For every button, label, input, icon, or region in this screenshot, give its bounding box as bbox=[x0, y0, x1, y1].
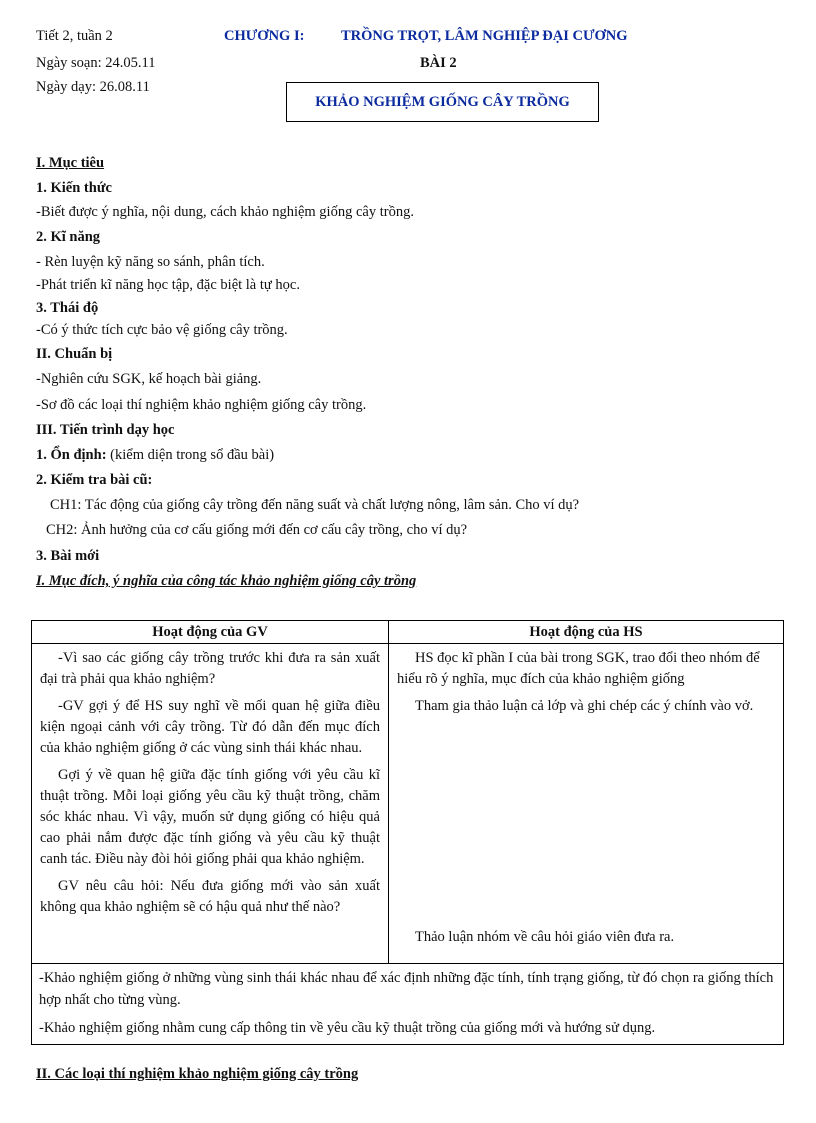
chapter-label: CHƯƠNG I: bbox=[224, 28, 305, 44]
lesson-number: BÀI 2 bbox=[420, 55, 457, 71]
stabilize-label: 1. Ổn định: bbox=[36, 447, 107, 463]
teacher-activity: -Vì sao các giống cây trồng trước khi đưa ra sản xuất đại trà phải qua khảo nghiệm? bbox=[40, 650, 380, 687]
col-header-student: Hoạt động của HS bbox=[389, 621, 784, 644]
heading-new-lesson: 3. Bài mới bbox=[36, 548, 100, 564]
teacher-activity: Gợi ý về quan hệ giữa đặc tính giống với yêu cầu kĩ thuật trồng. Mỗi loại giống yêu cầu kỹ thuật trồng, chăm sóc khác nhau. Vì vậy, muốn sử dụng giống có hiệu quả cao phải nắm được đặc tính giống và yêu cầu kỹ thuật canh tác. Điều này đòi hỏi giống phải qua khảo nghiệm. bbox=[40, 767, 380, 867]
prep-item-2: -Sơ đồ các loại thí nghiệm khảo nghiệm giống cây trồng. bbox=[36, 397, 367, 413]
part-1-heading: I. Mục đích, ý nghĩa của công tác khảo nghiệm giống cây trồng bbox=[36, 573, 417, 589]
summary-cell bbox=[32, 964, 784, 1045]
student-activity: Tham gia thảo luận cả lớp và ghi chép các ý chính vào vở. bbox=[415, 698, 754, 714]
heading-objectives bbox=[36, 155, 104, 172]
student-activities bbox=[389, 644, 784, 964]
heading-check-old: 2. Kiểm tra bài cũ: bbox=[36, 472, 153, 488]
student-activity: HS đọc kĩ phần I của bài trong SGK, trao đổi theo nhóm để hiểu rõ ý nghĩa, mục đích của khảo nghiệm giống bbox=[397, 650, 760, 687]
activity-table bbox=[31, 620, 784, 1045]
summary-item: -Khảo nghiệm giống nhằm cung cấp thông tin về yêu cầu kỹ thuật trồng của giống mới và hướng sử dụng. bbox=[39, 1020, 656, 1036]
stabilize-text: (kiểm diện trong sổ đầu bài) bbox=[106, 447, 275, 463]
part-2-heading: II. Các loại thí nghiệm khảo nghiệm giống cây trồng bbox=[36, 1066, 359, 1082]
teach-date: Ngày dạy: 26.08.11 bbox=[36, 79, 150, 95]
heading-procedure: III. Tiến trình dạy học bbox=[36, 422, 175, 438]
knowledge-item: -Biết được ý nghĩa, nội dung, cách khảo nghiệm giống cây trồng. bbox=[36, 204, 414, 220]
skill-item-2: -Phát triển kĩ năng học tập, đặc biệt là tự học. bbox=[36, 277, 300, 293]
lesson-title-box bbox=[286, 82, 599, 122]
stabilize-line bbox=[36, 447, 274, 464]
question-2: CH2: Ảnh hưởng của cơ cấu giống mới đến cơ cấu cây trồng, cho ví dụ? bbox=[46, 522, 468, 538]
attitude-item: -Có ý thức tích cực bảo vệ giống cây trồng. bbox=[36, 322, 288, 338]
prep-date: Ngày soạn: 24.05.11 bbox=[36, 55, 156, 71]
skill-item-1: - Rèn luyện kỹ năng so sánh, phân tích. bbox=[36, 254, 265, 270]
lesson-title: KHẢO NGHIỆM GIỐNG CÂY TRỒNG bbox=[315, 94, 570, 110]
heading-skills: 2. Kĩ năng bbox=[36, 229, 101, 245]
summary-item: -Khảo nghiệm giống ở những vùng sinh thái khác nhau để xác định những đặc tính, tính trạng giống, từ đó chọn ra giống thích hợp nhất cho từng vùng. bbox=[39, 970, 774, 1008]
question-1: CH1: Tác động của giống cây trồng đến năng suất và chất lượng nông, lâm sản. Cho ví dụ? bbox=[50, 497, 580, 513]
student-activity: Thảo luận nhóm về câu hỏi giáo viên đưa ra. bbox=[415, 929, 675, 945]
heading-knowledge: 1. Kiến thức bbox=[36, 180, 112, 196]
heading-preparation: II. Chuẩn bị bbox=[36, 346, 113, 362]
heading-attitude: 3. Thái độ bbox=[36, 300, 99, 316]
col-header-teacher: Hoạt động của GV bbox=[32, 621, 389, 644]
teacher-activity: -GV gợi ý để HS suy nghĩ về mối quan hệ giữa điều kiện ngoại cảnh với cây trồng. Từ đó dẫn đến mục đích của khảo nghiệm giống ở các vùng sinh thái khác nhau. bbox=[40, 698, 380, 756]
heading-objectives-text: I. Mục tiêu bbox=[36, 155, 105, 171]
teacher-activity: GV nêu câu hỏi: Nếu đưa giống mới vào sản xuất không qua khảo nghiệm sẽ có hậu quả như thế nào? bbox=[40, 878, 380, 915]
chapter-title: TRỒNG TRỌT, LÂM NGHIỆP ĐẠI CƯƠNG bbox=[341, 28, 628, 44]
lesson-info: Tiết 2, tuần 2 bbox=[36, 28, 113, 44]
teacher-activities bbox=[32, 644, 389, 964]
prep-item-1: -Nghiên cứu SGK, kế hoạch bài giảng. bbox=[36, 371, 262, 387]
